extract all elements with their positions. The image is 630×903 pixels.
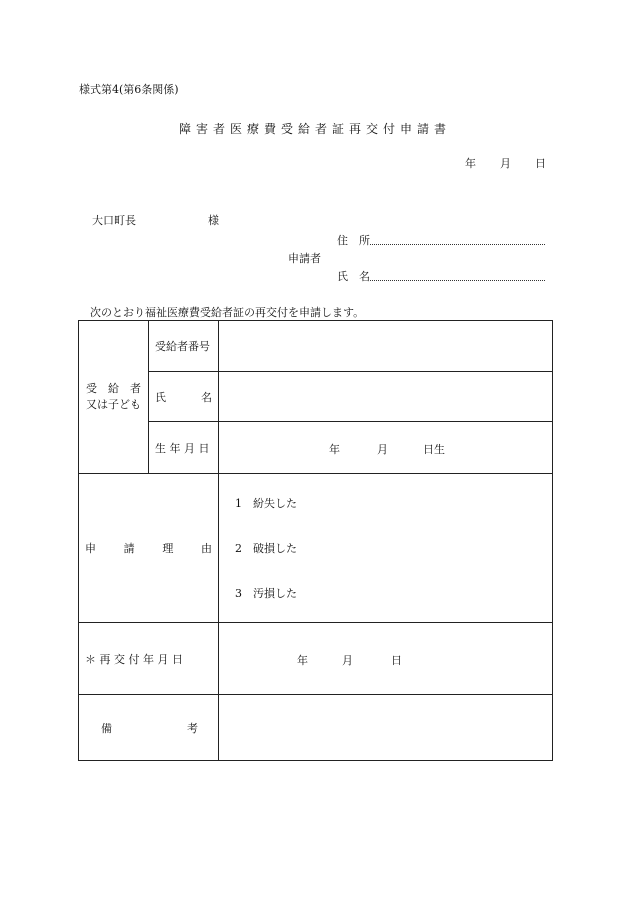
table-row (79, 422, 553, 474)
form-number: 様式第4(第6条関係) (79, 83, 179, 96)
date-month-label: 月 (500, 157, 511, 170)
date-day-label: 日 (535, 157, 546, 170)
reissue-date-label: ＊ 再 交 付 年 月 日 (85, 652, 183, 666)
recipient-header-cell (79, 321, 149, 474)
document-title: 障害者医療費受給者証再交付申請書 (178, 122, 451, 136)
reason-label-cell (79, 474, 219, 623)
remarks-field[interactable] (219, 695, 553, 761)
remarks-label-char-2: 考 (187, 721, 198, 735)
birth-month-label: 月 (377, 443, 388, 456)
table-row (79, 695, 553, 761)
table-row (79, 474, 553, 623)
birth-day-label: 日生 (423, 443, 445, 456)
recipient-number-label: 受給者番号 (155, 340, 210, 353)
reason-label-char-4: 由 (200, 542, 212, 555)
address-field[interactable] (370, 244, 545, 245)
addressee-name: 大口町長 (92, 214, 136, 227)
reason-option-lost[interactable]: 1 紛失した (235, 496, 297, 510)
reissue-date-label-cell (79, 623, 219, 695)
recipient-number-label-cell (149, 321, 219, 372)
recipient-header-line1: 受 給 者 (86, 382, 141, 395)
reissue-month-label: 月 (342, 654, 353, 667)
applicant-name-field[interactable] (370, 280, 545, 281)
remarks-label-char-1: 備 (101, 721, 112, 735)
reason-label-char-3: 理 (162, 542, 174, 555)
remarks-label-cell (79, 695, 219, 761)
birthdate-field[interactable] (219, 422, 553, 474)
birthdate-label: 生 年 月 日 (155, 441, 210, 455)
reason-options-cell (219, 474, 553, 623)
applicant-name-label: 氏 名 (337, 270, 370, 283)
reissue-day-label: 日 (391, 654, 402, 667)
name-label-char-1: 氏 (155, 390, 166, 404)
name-label-cell (149, 372, 219, 422)
recipient-number-field[interactable] (219, 321, 553, 372)
table-row (79, 321, 553, 372)
applicant-label: 申請者 (288, 252, 321, 265)
reason-label-char-1: 申 (85, 542, 96, 555)
recipient-name-field[interactable] (219, 372, 553, 422)
birthdate-label-cell (149, 422, 219, 474)
application-table (78, 320, 553, 761)
reason-label-char-2: 請 (123, 542, 135, 555)
addressee-honorific: 様 (208, 214, 219, 227)
reissue-year-label: 年 (297, 654, 308, 667)
name-label-char-2: 名 (201, 390, 212, 404)
intro-text: 次のとおり福祉医療費受給者証の再交付を申請します。 (90, 306, 365, 319)
recipient-header-line2: 又は子ども (86, 398, 141, 411)
birth-year-label: 年 (329, 443, 340, 456)
table-row (79, 372, 553, 422)
reissue-date-field[interactable] (219, 623, 553, 695)
address-label: 住 所 (337, 234, 370, 247)
reason-option-soiled[interactable]: 3 汚損した (235, 586, 297, 600)
reason-option-damaged[interactable]: 2 破損した (235, 541, 297, 555)
table-row (79, 623, 553, 695)
date-year-label: 年 (465, 157, 476, 170)
